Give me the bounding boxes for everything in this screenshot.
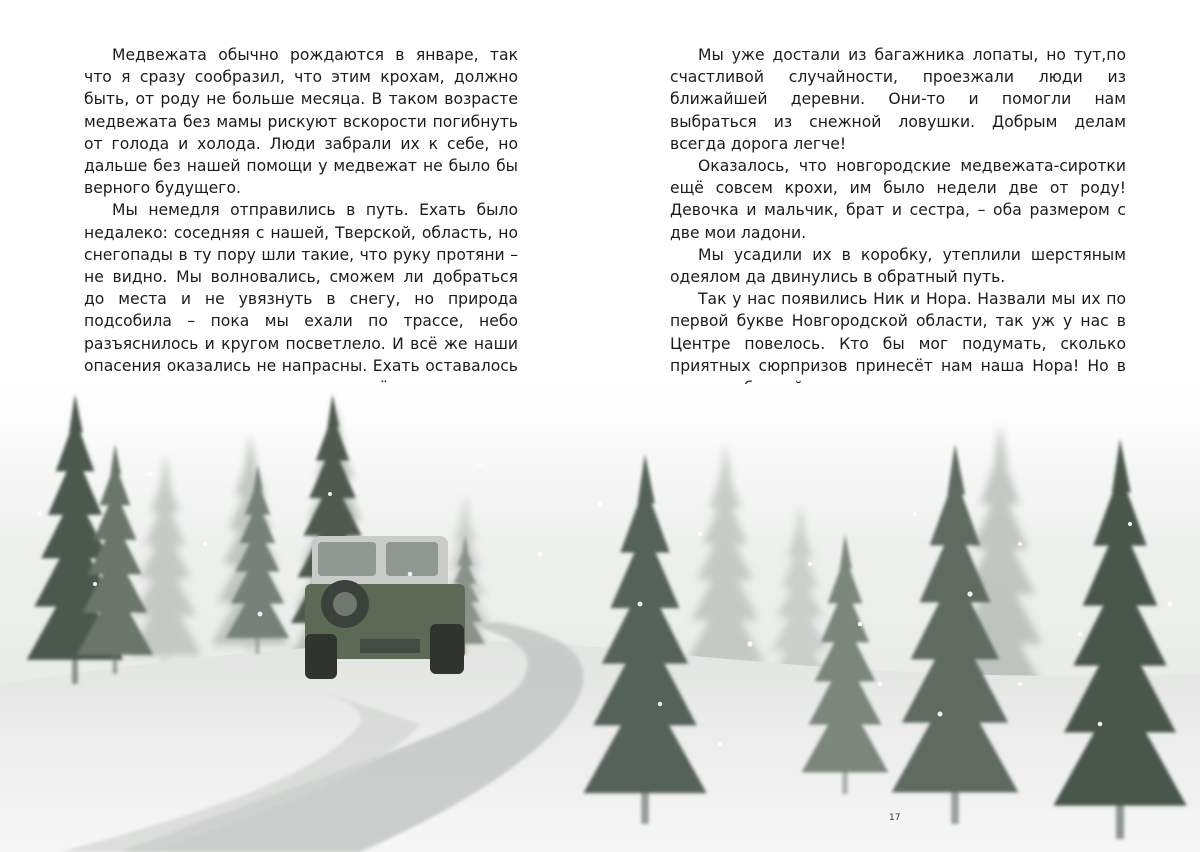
offroad-vehicle <box>305 536 465 679</box>
left-paragraph-2: Мы немедля отправились в путь. Ехать было недалеко: соседняя с нашей, Тверской, область, но снегопады в ту пору шли такие, что руку протяни – не видно. Мы волновались, сможем ли добраться до места и не увязнуть в снегу, но природа подсобила – пока мы ехали по трассе, небо разъяснилось и кругом посветлело. И всё же наши опасения оказались не напрасны. Ехать оставалось <box>84 201 518 375</box>
page-number: 17 <box>889 813 901 823</box>
right-paragraph-2: Оказалось, что новгородские медвежата-сиротки ещё совсем крохи, им было недели две от роду! Девочка и мальчик, брат и сестра, – оба размером с две мои ладони. <box>670 157 1126 242</box>
right-paragraph-3: Мы усадили их в коробку, утеплили шерстяным одеялом да двинулись в обратный путь. <box>670 245 1126 287</box>
right-paragraph-1: Мы уже достали из багажника лопаты, но тут,по счастливой случайности, проезжали люди из ближайшей деревни. Они-то и помогли нам выбраться из снежной ловушки. Добрым делам всегда дорога легче! <box>670 46 1126 153</box>
winter-forest-illustration <box>0 384 1200 852</box>
right-paragraph-4: Так у нас появились Ник и Нора. Назвали мы их по первой букве Новгородской области, так уж у нас в Центре повелось. Кто бы мог подумать, сколько приятных сюрпризов принесёт нам наша Нора! Но в <box>670 290 1126 375</box>
left-paragraph-1: Медвежата обычно рождаются в январе, так что я сразу сообразил, что этим крохам, должно быть, от роду не больше месяца. В таком возрасте медвежата без мамы рискуют вскорости погибнуть от голода и холода. Люди забрали их к себе, но дальше без нашей помощи у медвежат не было бы верного будущего. <box>84 46 518 198</box>
